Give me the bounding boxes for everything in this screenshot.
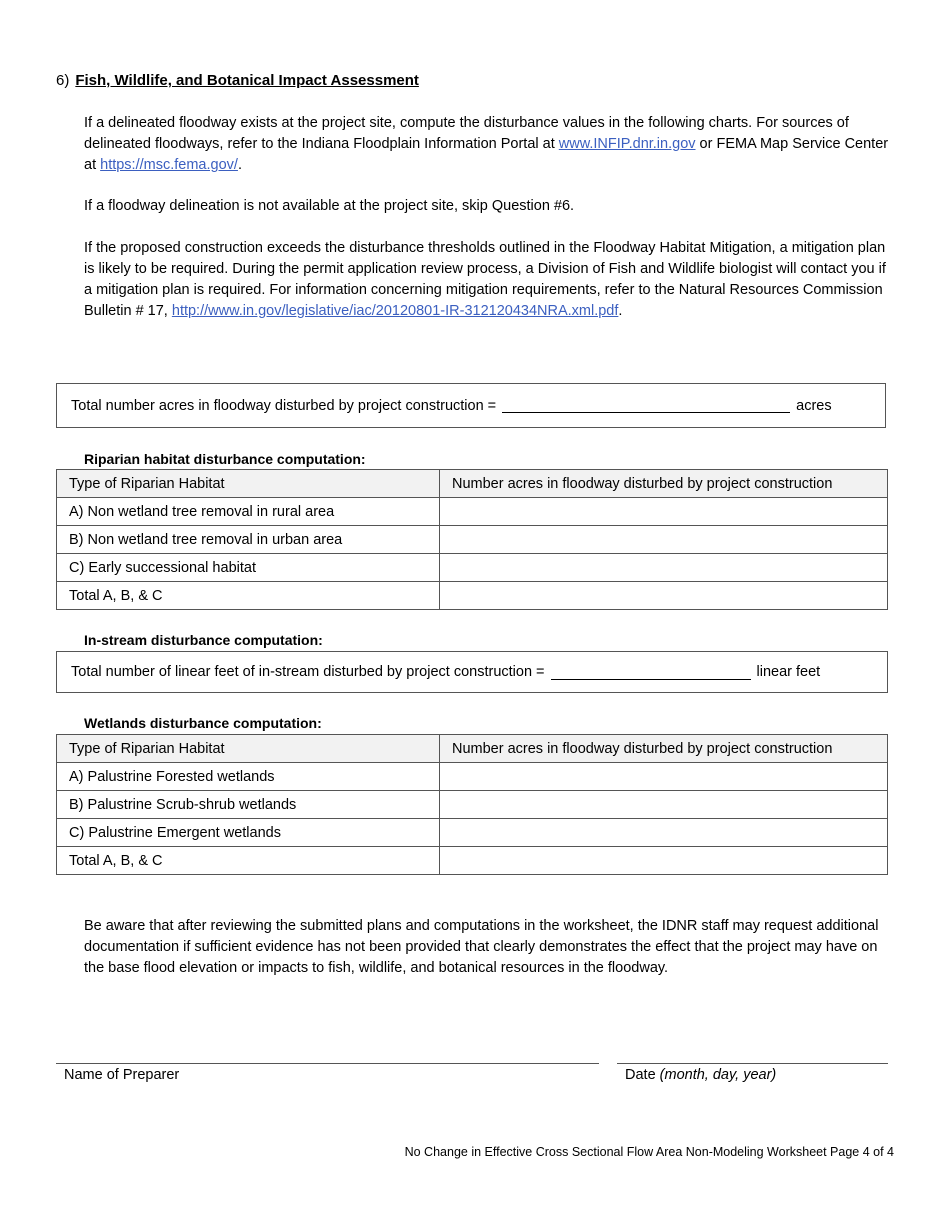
preparer-label: Name of Preparer <box>64 1067 180 1083</box>
riparian-table <box>56 469 888 610</box>
acres-cell[interactable] <box>440 554 888 582</box>
section-heading <box>56 72 419 89</box>
instream-title: In-stream disturbance computation: <box>84 632 323 648</box>
table-row <box>57 763 888 791</box>
header-acres: Number acres in floodway disturbed by project construction <box>440 470 888 498</box>
row-label: A) Palustrine Forested wetlands <box>57 763 440 791</box>
date-hint: (month, day, year) <box>659 1067 777 1083</box>
bulletin-link[interactable]: http://www.in.gov/legislative/iac/20120801-IR-312120434NRA.xml.pdf <box>171 303 619 319</box>
row-label: A) Non wetland tree removal in rural area <box>57 498 440 526</box>
section-number: 6) <box>56 72 70 89</box>
intro-paragraph-1 <box>84 113 894 176</box>
text: or FEMA Map Service Center at <box>84 136 889 173</box>
acres-cell[interactable] <box>440 791 888 819</box>
table-row <box>57 498 888 526</box>
acres-unit: acres <box>796 397 832 414</box>
linear-feet-input[interactable] <box>551 665 751 680</box>
acres-cell[interactable] <box>440 582 888 610</box>
header-habitat-type: Type of Riparian Habitat <box>57 470 440 498</box>
acres-cell[interactable] <box>440 526 888 554</box>
acres-cell[interactable] <box>440 847 888 875</box>
acres-cell[interactable] <box>440 498 888 526</box>
table-row <box>57 554 888 582</box>
acres-cell[interactable] <box>440 819 888 847</box>
table-row <box>57 582 888 610</box>
header-habitat-type: Type of Riparian Habitat <box>57 735 440 763</box>
table-row <box>57 526 888 554</box>
closing-paragraph: Be aware that after reviewing the submitted plans and computations in the worksheet, the IDNR staff may request additional documentation if sufficient evidence has not been provided that clearly demonstrates the effect that the project may have on the base flood elevation or impacts to fish, wildlife, and botanical resources in the floodway. <box>84 918 879 976</box>
row-label: Total A, B, & C <box>57 847 440 875</box>
table-row <box>57 819 888 847</box>
table-row <box>57 847 888 875</box>
header-acres: Number acres in floodway disturbed by project construction <box>440 735 888 763</box>
section-title: Fish, Wildlife, and Botanical Impact Assessment <box>75 72 419 89</box>
text: . <box>618 303 623 319</box>
instream-box <box>56 651 888 693</box>
row-label: Total A, B, & C <box>57 582 440 610</box>
text: If the proposed construction exceeds the disturbance thresholds outlined in the Floodway Habitat Mitigation, a mitigation plan is likely to be required. During the permit application review process, a Division of Fish and Wildlife biologist will contact you if a mitigation plan is required. For information concerning mitigation requirements, refer to the Natural Resources Commission Bulletin # 17, <box>84 240 886 319</box>
wetlands-table <box>56 734 888 875</box>
total-acres-label: Total number acres in floodway disturbed by project construction = <box>71 397 497 414</box>
linear-feet-unit: linear feet <box>756 664 821 680</box>
wetlands-title: Wetlands disturbance computation: <box>84 715 322 731</box>
total-acres-input[interactable] <box>502 398 790 413</box>
total-acres-box <box>56 383 886 428</box>
fema-link[interactable]: https://msc.fema.gov/ <box>100 157 238 173</box>
row-label: C) Palustrine Emergent wetlands <box>57 819 440 847</box>
date-signature-line[interactable] <box>617 1063 888 1083</box>
row-label: B) Palustrine Scrub-shrub wetlands <box>57 791 440 819</box>
table-row <box>57 791 888 819</box>
row-label: C) Early successional habitat <box>57 554 440 582</box>
date-label <box>617 1064 888 1083</box>
preparer-signature-line[interactable] <box>56 1063 599 1083</box>
infip-link[interactable]: www.INFIP.dnr.in.gov <box>558 136 696 152</box>
row-label: B) Non wetland tree removal in urban area <box>57 526 440 554</box>
page-footer: No Change in Effective Cross Sectional Flow Area Non-Modeling Worksheet Page 4 of 4 <box>404 1145 894 1159</box>
riparian-title: Riparian habitat disturbance computation: <box>84 451 366 467</box>
intro-paragraph-2: If a floodway delineation is not available at the project site, skip Question #6. <box>84 198 575 214</box>
instream-label: Total number of linear feet of in-stream disturbed by project construction = <box>71 664 545 680</box>
acres-cell[interactable] <box>440 763 888 791</box>
text: . <box>237 157 242 173</box>
text: If a delineated floodway exists at the project site, compute the disturbance values in the following charts. For sources of delineated floodways, refer to the Indiana Floodplain Information Portal at <box>84 115 849 152</box>
intro-paragraph-3 <box>84 238 894 322</box>
date-text: Date <box>625 1067 656 1083</box>
